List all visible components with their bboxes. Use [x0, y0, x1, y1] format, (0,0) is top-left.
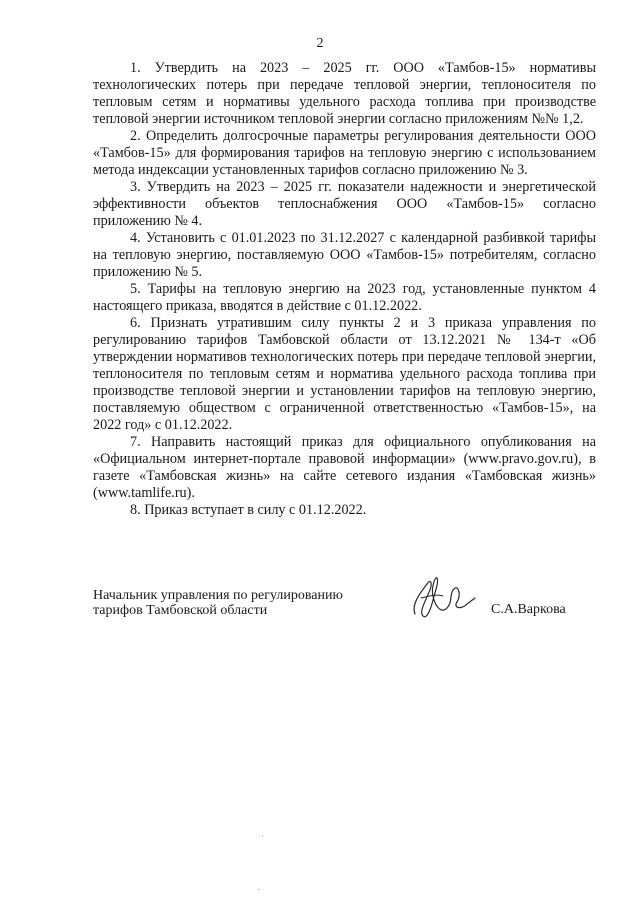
- signatory-title-line-2: тарифов Тамбовской области: [93, 603, 268, 618]
- paragraph-2: 2. Определить долгосрочные параметры регулирования деятельности ООО «Тамбов-15» для формирования тарифов на тепловую энергию с использованием метода индексации установленных тарифов согласно приложению № 3.: [93, 128, 596, 178]
- paragraph-1: 1. Утвердить на 2023 – 2025 гг. ООО «Тамбов-15» нормативы технологических потерь при передаче тепловой энергии, теплоносителя по тепловым сетям и нормативы удельного расхода топлива при производстве тепловой энергии источником тепловой энергии согласно приложениям №№ 1,2.: [93, 60, 596, 127]
- paragraph-4: 4. Установить с 01.01.2023 по 31.12.2027 с календарной разбивкой тарифы на тепловую энергию, поставляемую ООО «Тамбов-15» потребителям, согласно приложению № 5.: [93, 230, 596, 280]
- paragraph-6: 6. Признать утратившим силу пункты 2 и 3 приказа управления по регулированию тарифов Тамбовской области от 13.12.2021 № 134-т «Об утверждении нормативов технологических потерь при передаче тепловой энергии, теплоносителя по тепловым сетям и норматива удельного расхода топлива при производстве тепловой энергии и установлении тарифов на тепловую энергию, поставляемую обществом с ограниченной ответственностью «Тамбов-15», на 2022 год» с 01.12.2022.: [93, 315, 596, 433]
- paragraph-5: 5. Тарифы на тепловую энергию на 2023 год, установленные пунктом 4 настоящего приказа, вводятся в действие с 01.12.2022.: [93, 281, 596, 314]
- signatory-name: С.А.Варкова: [491, 602, 566, 617]
- scan-speck: [262, 836, 263, 837]
- paragraph-8: 8. Приказ вступает в силу с 01.12.2022.: [130, 502, 367, 518]
- signatory-title-line-1: Начальник управления по регулированию: [93, 588, 343, 603]
- paragraph-3: 3. Утвердить на 2023 – 2025 гг. показатели надежности и энергетической эффективности объектов теплоснабжения ООО «Тамбов-15» согласно приложению № 4.: [93, 179, 596, 229]
- signature-block: [93, 588, 596, 628]
- handwritten-signature: [401, 574, 481, 624]
- scan-speck: [258, 889, 259, 890]
- document-body: [93, 60, 596, 519]
- page-number: 2: [316, 36, 324, 51]
- paragraph-7: 7. Направить настоящий приказ для официального опубликования на «Официальном интернет-портале правовой информации» (www.pravo.gov.ru), в газете «Тамбовская жизнь» на сайте сетевого издания «Тамбовская жизнь» (www.tamlife.ru).: [93, 434, 596, 501]
- signatory-title: [93, 588, 393, 618]
